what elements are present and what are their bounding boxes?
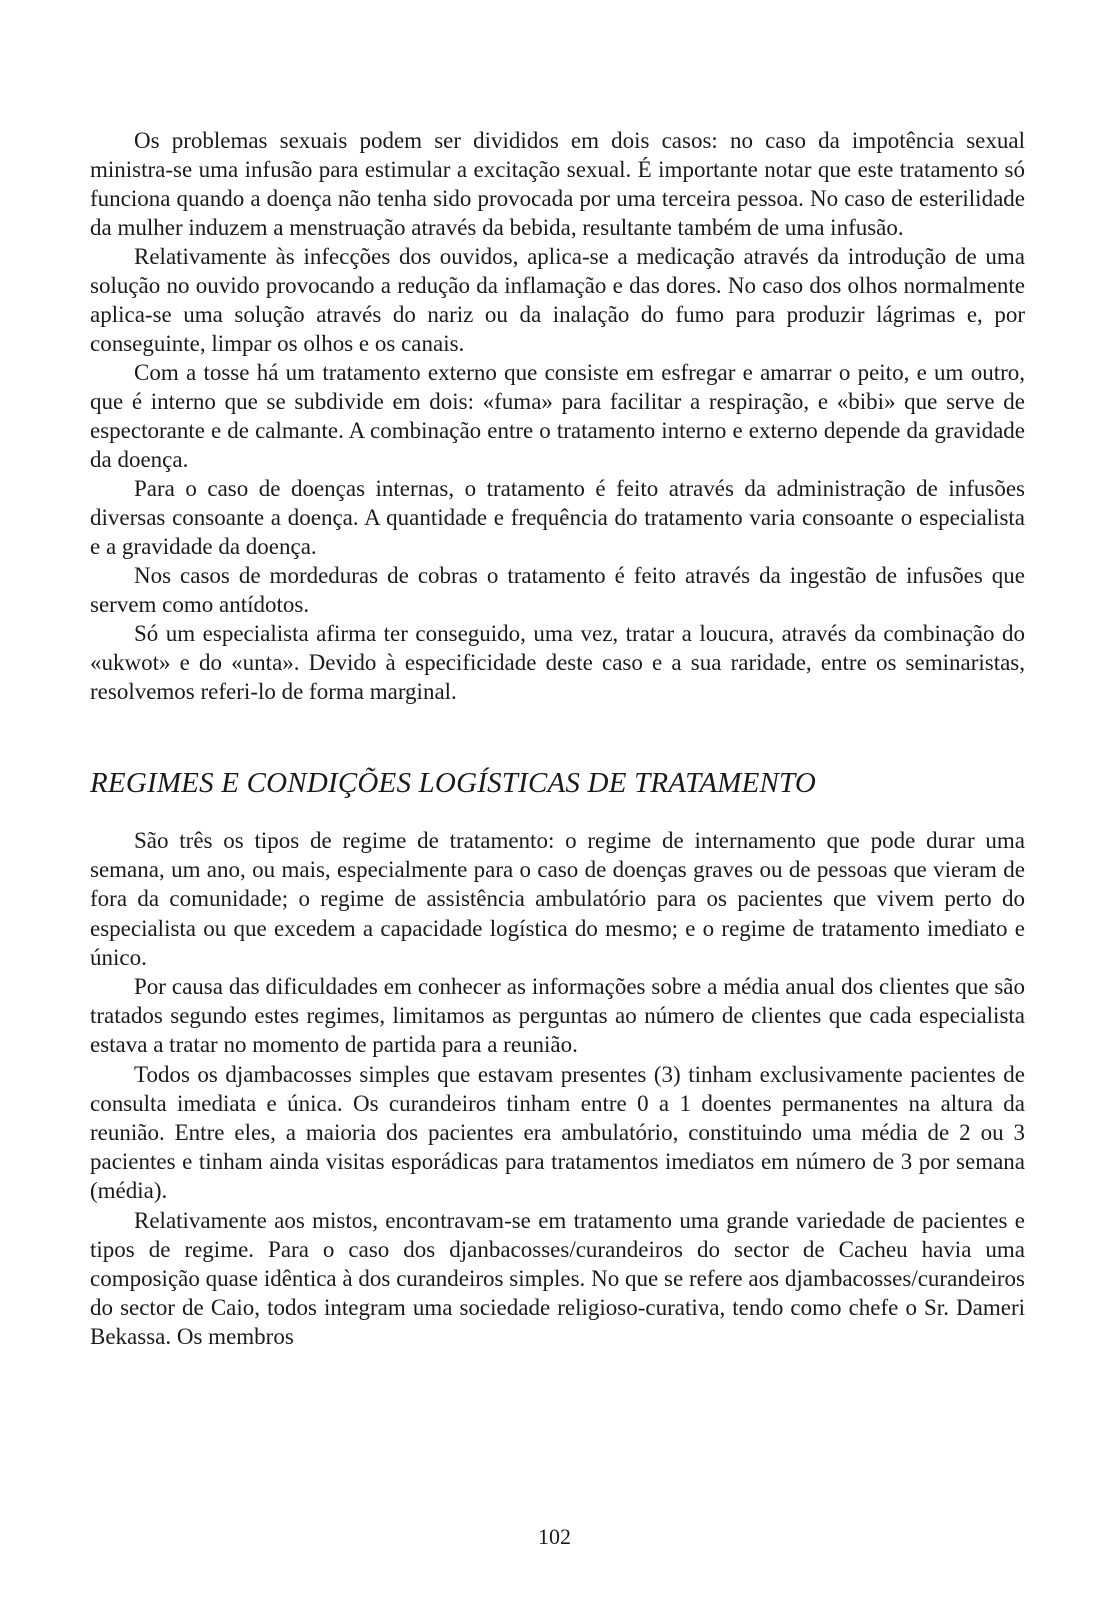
paragraph-mixed-specialists: Relativamente aos mistos, encontravam-se em tratamento uma grande variedade de pacientes e tipos de regime. Para o caso dos djanbacosses/curandeiros do sector de Cacheu havia uma composição quase idêntica à dos curandeiros simples. No que se refere aos djambacosses/curandeiros do sector de Caio, todos integram uma sociedade religioso-curativa, tendo como chefe o Sr. Dameri Bekassa. Os membros <box>90 1207 1025 1350</box>
paragraph-ear-eye-infections: Relativamente às infecções dos ouvidos, aplica-se a medicação através da introdução de uma solução no ouvido provocando a redução da inflamação e das dores. No caso dos olhos normalmente aplica-se uma solução através do nariz ou da inalação do fumo para produzir lágrimas e, por conseguinte, limpar os olhos e os canais. <box>90 244 1025 356</box>
section-heading: REGIMES E CONDIÇÕES LOGÍSTICAS DE TRATAMENTO <box>90 767 816 799</box>
paragraph-cough-treatment: Com a tosse há um tratamento externo que consiste em esfregar e amarrar o peito, e um outro, que é interno que se subdivide em dois: «fuma» para facilitar a respiração, e «bibi» que serve de espectorante e de calmante. A combinação entre o tratamento interno e externo depende da gravidade da doença. <box>90 360 1025 472</box>
section-treatment-regimes <box>90 826 1025 1352</box>
paragraph-regime-types: São três os tipos de regime de tratamento: o regime de internamento que pode durar uma semana, um ano, ou mais, especialmente para o caso de doenças graves ou de pessoas que vieram de fora da comunidade; o regime de assistência ambulatório para os pacientes que vivem perto do especialista ou que excedem a capacidade logística do mesmo; e o regime de tratamento imediato e único. <box>90 828 1025 970</box>
section-medical-treatments <box>90 126 1025 706</box>
paragraph-madness: Só um especialista afirma ter conseguido, uma vez, tratar a loucura, através da combinação do «ukwot» e do «unta». Devido à especificidade deste caso e a sua raridade, entre os seminaristas, resolvemos referi-lo de forma marginal. <box>90 621 1025 704</box>
paragraph-sexual-problems: Os problemas sexuais podem ser divididos em dois casos: no caso da impotência sexual ministra-se uma infusão para estimular a excitação sexual. É importante notar que este tratamento só funciona quando a doença não tenha sido provocada por uma terceira pessoa. No caso de esterilidade da mulher induzem a menstruação através da bebida, resultante também de uma infusão. <box>90 128 1025 240</box>
paragraph-internal-diseases: Para o caso de doenças internas, o tratamento é feito através da administração de infusões diversas consoante a doença. A quantidade e frequência do tratamento varia consoante o especialista e a gravidade da doença. <box>90 476 1025 559</box>
paragraph-snake-bites: Nos casos de mordeduras de cobras o tratamento é feito através da ingestão de infusões que servem como antídotos. <box>90 563 1025 617</box>
page-number: 102 <box>538 1524 571 1549</box>
paragraph-difficulties: Por causa das dificuldades em conhecer as informações sobre a média anual dos clientes que são tratados segundo estes regimes, limitamos as perguntas ao número de clientes que cada especialista estava a tratar no momento de partida para a reunião. <box>90 974 1025 1058</box>
document-page <box>90 126 1025 1352</box>
paragraph-djambacosses-simple: Todos os djambacosses simples que estavam presentes (3) tinham exclusivamente pacientes de consulta imediata e única. Os curandeiros tinham entre 0 a 1 doentes permanentes na altura da reunião. Entre eles, a maioria dos pacientes era ambulatório, constituindo uma média de 2 ou 3 pacientes e tinham ainda visitas esporádicas para tratamentos imediatos em número de 3 por semana (média). <box>90 1061 1025 1204</box>
